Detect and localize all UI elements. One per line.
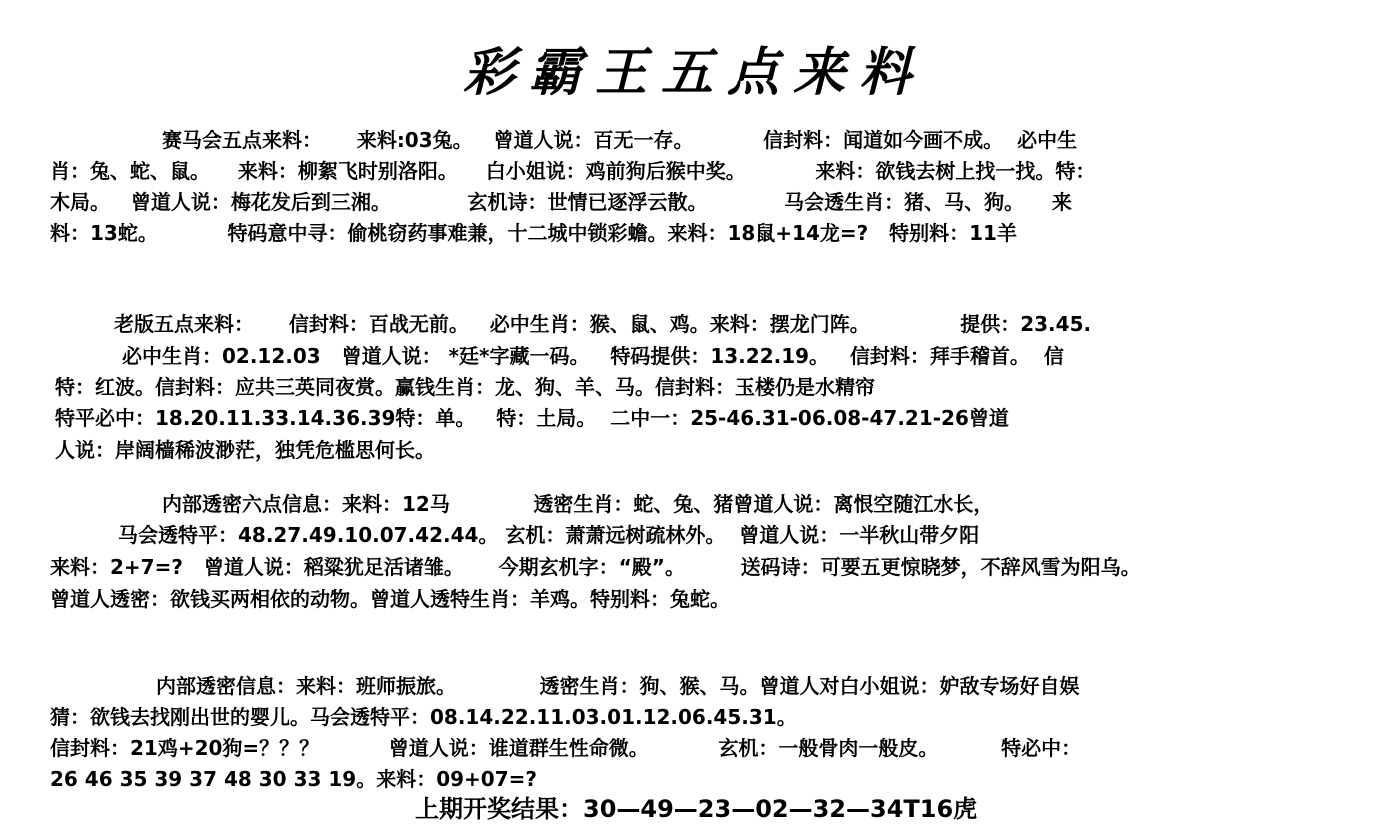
text-line: 内部透密六点信息：来料：12马 透密生肖：蛇、兔、猪曾道人说：离恨空随江水长， [162, 492, 994, 516]
text-line: 特：红波。信封料：应共三英同夜赏。赢钱生肖：龙、狗、羊、马。信封料：玉楼仍是水精帘 [55, 375, 875, 399]
text-line: 料：13蛇。 特码意中寻：偷桃窃药事难兼，十二城中锁彩蟾。来料：18鼠+14龙=? 特别料：11羊 [50, 221, 1017, 245]
text-line: 木局。 曾道人说：梅花发后到三湘。 玄机诗：世情已逐浮云散。 马会透生肖：猪、马、狗。 来 [50, 190, 1072, 214]
text-line: 人说：岸阔樯稀波渺茫，独凭危槛思何长。 [55, 438, 435, 462]
text-line: 内部透密信息：来料：班师振旅。 透密生肖：狗、猴、马。曾道人对白小姐说：妒敌专场好自娱 [156, 674, 1080, 698]
text-line: 曾道人透密：欲钱买两相依的动物。曾道人透特生肖：羊鸡。特别料：兔蛇。 [50, 587, 730, 611]
text-line: 马会透特平：48.27.49.10.07.42.44。 玄机：萧萧远树疏林外。 曾道人说：一半秋山带夕阳 [118, 523, 980, 547]
page-title: 彩霸王五点来料 [462, 42, 925, 103]
text-line: 肖：兔、蛇、鼠。 来料：柳絮飞时别洛阳。 白小姐说：鸡前狗后猴中奖。 来料：欲钱去树上找一找。特： [50, 159, 1096, 183]
text-line: 猜：欲钱去找刚出世的婴儿。马会透特平：08.14.22.11.03.01.12.06.45.31。 [50, 705, 797, 729]
text-line: 特平必中：18.20.11.33.14.36.39特：单。 特：土局。 二中一：25-46.31-06.08-47.21-26曾道 [55, 406, 1009, 430]
text-line: 来料：2+7=? 曾道人说：稻粱犹足活诸雏。 今期玄机字：“殿”。 送码诗：可要五更惊晓梦，不辞风雪为阳乌。 [50, 555, 1141, 579]
last-result: 上期开奖结果：30—49—23—02—32—34T16虎 [415, 795, 978, 823]
text-line: 赛马会五点来料： 来料:03兔。 曾道人说：百无一存。 信封料：闻道如今画不成。 必中生 [162, 128, 1078, 152]
text-line: 必中生肖：02.12.03 曾道人说： *廷*字藏一码。 特码提供：13.22.19。 信封料：拜手稽首。 信 [122, 344, 1064, 368]
text-line: 26 46 35 39 37 48 30 33 19。来料：09+07=? [50, 767, 537, 791]
text-line: 信封料：21鸡+20狗=？？？ 曾道人说：谁道群生性命微。 玄机：一般骨肉一般皮。 特必中： [50, 736, 1082, 760]
text-line: 老版五点来料： 信封料：百战无前。 必中生肖：猴、鼠、鸡。来料：摆龙门阵。 提供：23.45. [114, 312, 1092, 336]
